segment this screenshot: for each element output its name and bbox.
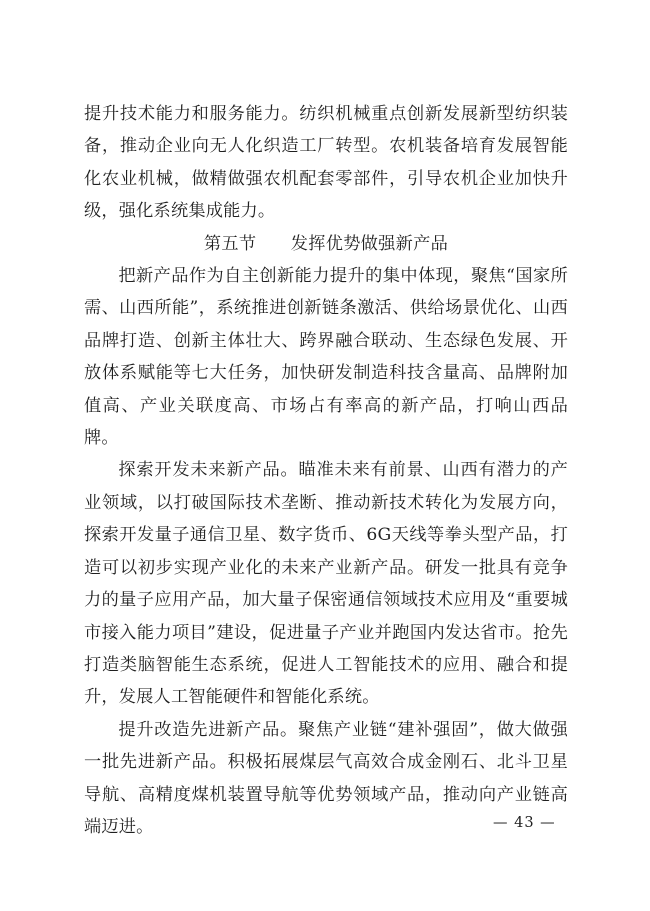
section-title: 发挥优势做强新产品 bbox=[290, 233, 449, 254]
paragraph-continuation: 提升技术能力和服务能力。纺织机械重点创新发展新型纺织装备，推动企业向无人化织造工厂转型。农机装备培育发展智能化农业机械，做精做强农机配套零部件，引导农机企业加快升级，强化系统集成能力。 bbox=[84, 104, 568, 222]
page-number: — 43 — bbox=[493, 815, 556, 831]
paragraph-intro: 把新产品作为自主创新能力提升的集中体现，聚焦“国家所需、山西所能”，系统推进创新链条激活、供给场景优化、山西品牌打造、创新主体壮大、跨界融合联动、生态绿色发展、开放体系赋能等七大任务，加快研发制造科技含量高、品牌附加值高、产业关联度高、市场占有率高的新产品，打响山西品牌。 bbox=[84, 266, 568, 449]
section-number: 第五节 bbox=[203, 233, 257, 254]
paragraph-future-products: 探索开发未来新产品。瞄准未来有前景、山西有潜力的产业领域，以打破国际技术垄断、推动新技术转化为发展方向，探索开发量子通信卫星、数字货币、6G天线等拳头型产品，打造可以初步实现产业化的未来产业新产品。研发一批具有竞争力的量子应用产品，加大量子保密通信领域技术应用及“重要城市接入能力项目”建设，促进量子产业并跑国内发达省市。抢先打造类脑智能生态系统，促进人工智能技术的应用、融合和提升，发展人工智能硬件和智能化系统。 bbox=[84, 460, 568, 708]
section-heading bbox=[84, 228, 568, 260]
page-body bbox=[84, 98, 568, 843]
paragraph-advanced-products: 提升改造先进新产品。聚焦产业链“建补强固”，做大做强一批先进新产品。积极拓展煤层气高效合成金刚石、北斗卫星导航、高精度煤机装置导航等优势领域产品，推动向产业链高端迈进。 bbox=[84, 719, 568, 837]
